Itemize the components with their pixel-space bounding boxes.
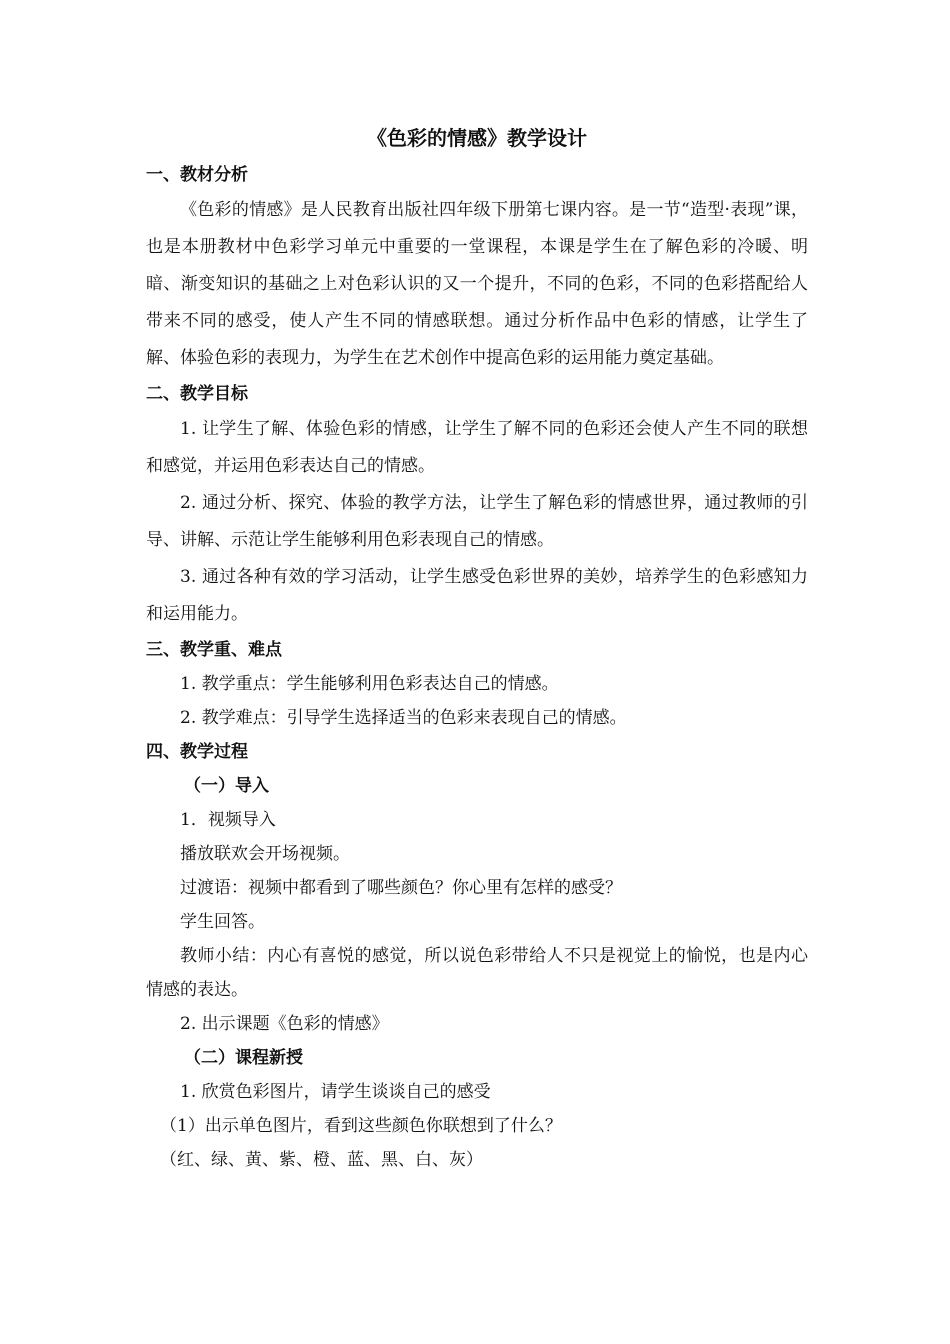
document-page bbox=[146, 118, 808, 1177]
intro-line-topic: 2. 出示课题《色彩的情感》 bbox=[180, 1014, 389, 1034]
section-heading-2: 二、教学目标 bbox=[146, 384, 248, 404]
intro-line-2: 播放联欢会开场视频。 bbox=[180, 844, 350, 864]
objective-item-2: 2. 通过分析、探究、体验的教学方法，让学生了解色彩的情感世界，通过教师的引导、讲解、示范让学生能够利用色彩表现自己的情感。 bbox=[146, 493, 808, 550]
intro-line-3: 过渡语：视频中都看到了哪些颜色？你心里有怎样的感受？ bbox=[180, 878, 622, 898]
teacher-summary: 教师小结：内心有喜悦的感觉，所以说色彩带给人不只是视觉上的愉悦，也是内心情感的表达。 bbox=[146, 946, 808, 1000]
document-title: 《色彩的情感》教学设计 bbox=[367, 126, 587, 150]
intro-line-4: 学生回答。 bbox=[180, 912, 265, 932]
intro-line-1: 1．视频导入 bbox=[180, 810, 276, 830]
section-heading-3: 三、教学重、难点 bbox=[146, 640, 282, 660]
key-point-item-2: 2. 教学难点：引导学生选择适当的色彩来表现自己的情感。 bbox=[180, 708, 627, 728]
lesson-line-3: （红、绿、黄、紫、橙、蓝、黑、白、灰） bbox=[160, 1150, 483, 1170]
key-point-item-1: 1. 教学重点：学生能够利用色彩表达自己的情感。 bbox=[180, 674, 559, 694]
objective-item-3: 3. 通过各种有效的学习活动，让学生感受色彩世界的美妙，培养学生的色彩感知力和运用能力。 bbox=[146, 567, 808, 624]
subsection-heading-intro: （一）导入 bbox=[184, 776, 269, 796]
section-1-paragraph: 《色彩的情感》是人民教育出版社四年级下册第七课内容。是一节“造型·表现”课，也是本册教材中色彩学习单元中重要的一堂课程，本课是学生在了解色彩的冷暖、明暗、渐变知识的基础之上对色彩认识的又一个提升，不同的色彩，不同的色彩搭配给人带来不同的感受，使人产生不同的情感联想。通过分析作品中色彩的情感，让学生了解、体验色彩的表现力，为学生在艺术创作中提高色彩的运用能力奠定基础。 bbox=[146, 200, 808, 368]
section-heading-4: 四、教学过程 bbox=[146, 742, 248, 762]
section-heading-1: 一、教材分析 bbox=[146, 165, 248, 185]
lesson-line-2: （1）出示单色图片，看到这些颜色你联想到了什么？ bbox=[160, 1116, 562, 1136]
objective-item-1: 1. 让学生了解、体验色彩的情感，让学生了解不同的色彩还会使人产生不同的联想和感觉，并运用色彩表达自己的情感。 bbox=[146, 419, 808, 476]
lesson-line-1: 1. 欣赏色彩图片，请学生谈谈自己的感受 bbox=[180, 1082, 491, 1102]
subsection-heading-new-lesson: （二）课程新授 bbox=[184, 1048, 303, 1068]
